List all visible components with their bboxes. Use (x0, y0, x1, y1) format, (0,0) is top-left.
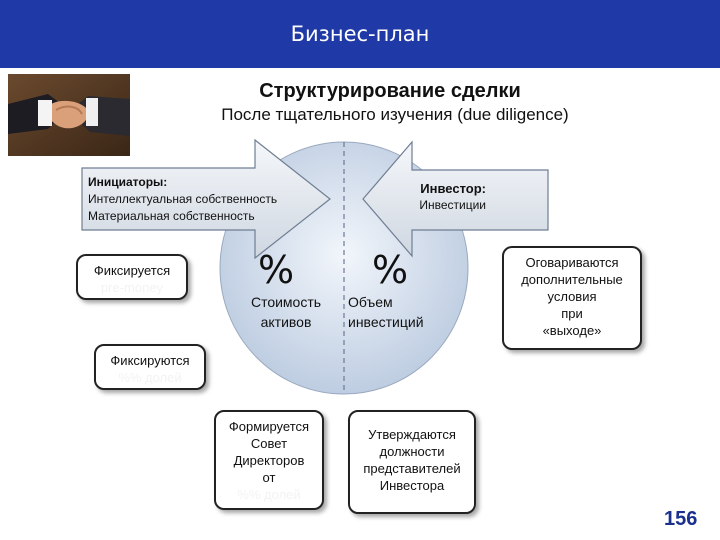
exit-line-3: условия (547, 289, 597, 304)
assets-label-line-2: активов (260, 314, 312, 330)
header-title: Бизнес-план (290, 22, 430, 46)
board-line-5: %% долей (237, 487, 301, 502)
shares-line-2: %% долей (118, 370, 182, 385)
investment-label (348, 292, 438, 332)
investment-percent: % (372, 248, 409, 292)
initiators-heading: Инициаторы: (88, 175, 168, 189)
investor-heading: Инвестор: (420, 181, 486, 196)
slide-title: Структурирование сделки (259, 80, 521, 102)
shares-box (94, 344, 206, 390)
board-line-3: Директоров (233, 453, 305, 468)
investor-reps-line-1: Утверждаются (368, 427, 456, 442)
initiators-text (88, 174, 277, 225)
slide-subtitle: После тщательного изучения (due diligence) (221, 105, 569, 124)
investor-reps-line-3: представителей (363, 461, 461, 476)
page-number: 156 (664, 508, 698, 530)
board-line-1: Формируется (228, 419, 310, 434)
investor-reps-line-2: должности (379, 444, 445, 459)
assets-percent: % (258, 248, 295, 292)
exit-line-5: «выходе» (542, 323, 602, 338)
exit-line-1: Оговариваются (525, 255, 619, 270)
exit-line-2: дополнительные (521, 272, 623, 287)
investor-text (412, 180, 486, 214)
premoney-line-2: pre-money (100, 280, 164, 295)
assets-label (238, 292, 334, 332)
premoney-box (76, 254, 188, 300)
investment-label-line-1: Объем (348, 294, 393, 310)
board-line-4: от (262, 470, 276, 485)
exit-line-4: при (561, 306, 583, 321)
investor-reps-line-4: Инвестора (379, 478, 445, 493)
premoney-line-1: Фиксируется (93, 263, 171, 278)
assets-label-line-1: Стоимость (250, 294, 322, 310)
board-line-2: Совет (250, 436, 288, 451)
investor-reps-box (348, 410, 476, 514)
exit-conditions-box (502, 246, 642, 350)
investor-line-1: Инвестиции (419, 198, 486, 212)
board-box (214, 410, 324, 510)
investment-label-line-2: инвестиций (348, 314, 424, 330)
shares-line-1: Фиксируются (110, 353, 190, 368)
initiators-line-2: Материальная собственность (88, 209, 255, 223)
initiators-line-1: Интеллектуальная собственность (88, 192, 278, 206)
